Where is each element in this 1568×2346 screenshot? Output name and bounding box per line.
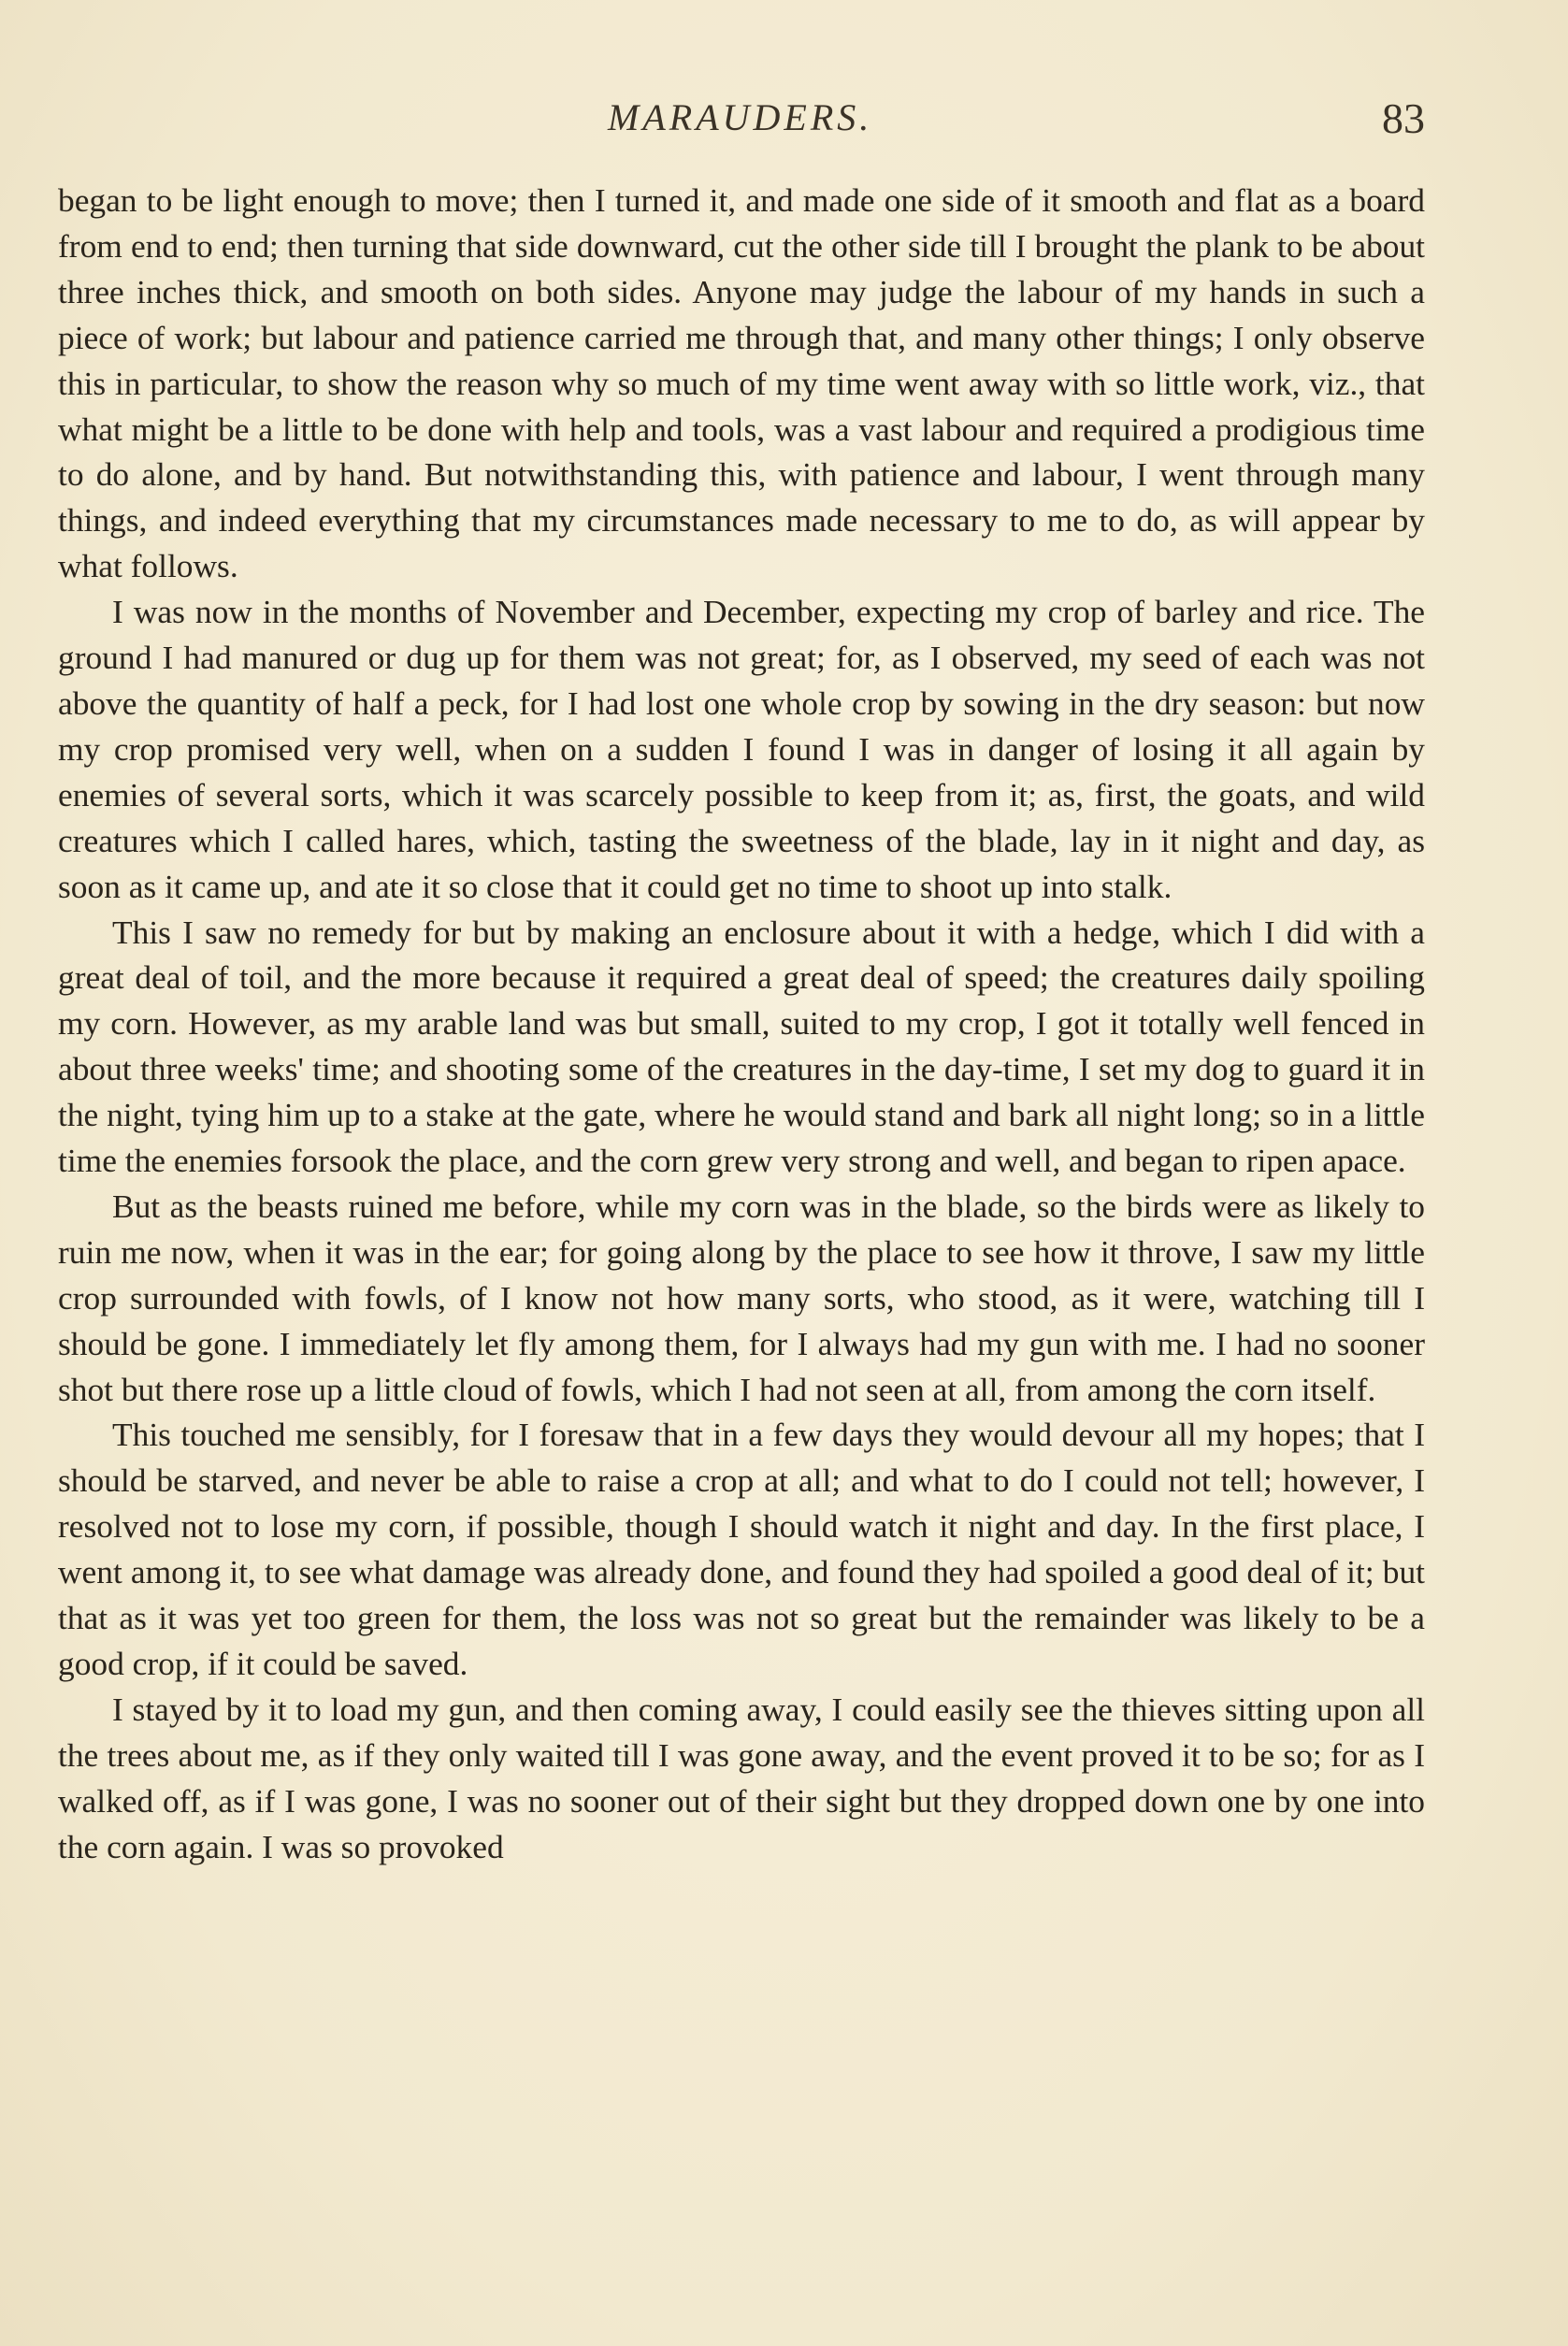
running-title: MARAUDERS.	[608, 96, 873, 138]
paragraph: I stayed by it to load my gun, and then coming away, I could easily see the thieves sitting upon all the trees about me, as if they only waited till I was gone away, and the event proved it to be so; for as I walked off, as if I was gone, I was no sooner out of their sight but they dropped down one by one into the corn again. I was so provoked	[58, 1690, 1425, 1865]
paragraph: This I saw no remedy for but by making an enclosure about it with a hedge, which I did with a great deal of toil, and the more because it required a great deal of speed; the creatures daily spoiling my corn. However, as my arable land was but small, suited to my crop, I got it totally well fenced in about three weeks' time; and shooting some of the creatures in the day-time, I set my dog to guard it in the night, tying him up to a stake at the gate, where he would stand and bark all night long; so in a little time the enemies forsook the place, and the corn grew very strong and well, and began to ripen apace.	[58, 913, 1425, 1180]
running-head	[0, 90, 1568, 146]
paragraph: But as the beasts ruined me before, while my corn was in the blade, so the birds were as likely to ruin me now, when it was in the ear; for going along by the place to see how it throve, I saw my little crop surrounded with fowls, of I know not how many sorts, who stood, as it were, watching till I should be gone. I immediately let fly among them, for I always had my gun with me. I had no sooner shot but there rose up a little cloud of fowls, which I had not seen at all, from among the corn itself.	[58, 1187, 1425, 1408]
body-text	[58, 178, 1425, 1870]
page-number: 83	[1382, 94, 1425, 142]
paragraph: I was now in the months of November and December, expecting my crop of barley and rice. The ground I had manured or dug up for them was not great; for, as I observed, my seed of each was not above the quantity of half a peck, for I had lost one whole crop by sowing in the dry season: but now my crop promised very well, when on a sudden I found I was in danger of losing it all again by enemies of several sorts, which it was scarcely possible to keep from it; as, first, the goats, and wild creatures which I called hares, which, tasting the sweetness of the blade, lay in it night and day, as soon as it came up, and ate it so close that it could get no time to shoot up into stalk.	[58, 593, 1425, 905]
paragraph: This touched me sensibly, for I foresaw that in a few days they would devour all my hopes; that I should be starved, and never be able to raise a crop at all; and what to do I could not tell; however, I resolved not to lose my corn, if possible, though I should watch it night and day. In the first place, I went among it, to see what damage was already done, and found they had spoiled a good deal of it; but that as it was yet too green for them, the loss was not so great but the remainder was likely to be a good crop, if it could be saved.	[58, 1416, 1425, 1682]
paragraph: began to be light enough to move; then I turned it, and made one side of it smooth and flat as a board from end to end; then turning that side downward, cut the other side till I brought the plank to be about three inches thick, and smooth on both sides. Anyone may judge the labour of my hands in such a piece of work; but labour and patience carried me through that, and many other things; I only observe this in particular, to show the reason why so much of my time went away with so little work, viz., that what might be a little to be done with help and tools, was a vast labour and required a prodigious time to do alone, and by hand. But notwithstanding this, with patience and labour, I went through many things, and indeed everything that my circumstances made necessary to me to do, as will appear by what follows.	[58, 181, 1425, 585]
